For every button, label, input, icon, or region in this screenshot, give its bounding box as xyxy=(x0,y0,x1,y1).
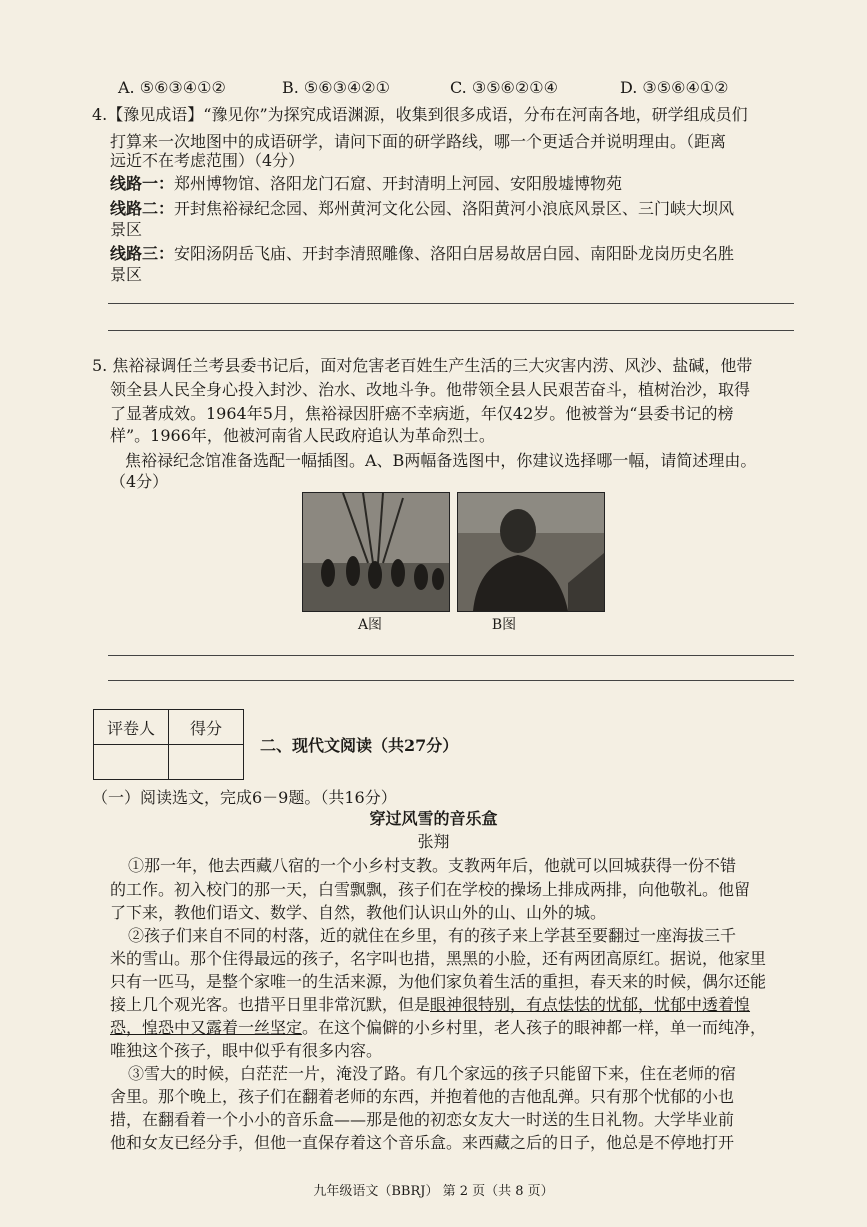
article-p3-line3: 措，在翻看着一个小小的音乐盒——那是他的初恋女友大一时送的生日礼物。大学毕业前 xyxy=(110,1110,735,1129)
p2-underlined-1: 眼神很特别，有点怯怯的忧郁，忧郁中透着惶 xyxy=(430,995,751,1014)
article-p2-line1: ②孩子们来自不同的村落，近的就住在乡里，有的孩子来上学甚至要翻过一座海拔三千 xyxy=(128,926,737,945)
q4-answer-line-2 xyxy=(108,330,794,331)
route2-label: 线路二： xyxy=(110,199,175,218)
q5-answer-line-2 xyxy=(108,680,794,681)
q3-option-d: D. ③⑤⑥④①② xyxy=(620,78,729,97)
reviewer-cell[interactable] xyxy=(94,745,169,780)
score-cell[interactable] xyxy=(169,745,244,780)
q5-answer-line-1 xyxy=(108,655,794,656)
q3-option-c: C. ③⑤⑥②①④ xyxy=(450,78,558,97)
route3-text: 安阳汤阴岳飞庙、开封李清照雕像、洛阳白居易故居白园、南阳卧龙岗历史名胜 xyxy=(174,244,735,263)
score-table xyxy=(93,709,244,780)
section2-title: 二、现代文阅读（共27分） xyxy=(260,736,459,755)
article-p3-line1: ③雪大的时候，白茫茫一片，淹没了路。有几个家远的孩子只能留下来，住在老师的宿 xyxy=(128,1064,737,1083)
q5-line1: 5. 焦裕禄调任兰考县委书记后，面对危害老百姓生产生活的三大灾害内涝、风沙、盐碱，他带 xyxy=(92,356,753,375)
caption-b: B图 xyxy=(491,617,517,633)
article-p1-line3: 了下来，教他们语文、数学、自然，教他们认识山外的山、山外的城。 xyxy=(110,903,607,922)
q4-stem-line1: 4.【豫见成语】“豫见你”为探究成语渊源，收集到很多成语，分布在河南各地，研学组成员们 xyxy=(92,105,748,124)
q5-line6: （4分） xyxy=(110,472,169,491)
article-p2-line3: 只有一匹马，是整个家唯一的生活来源，为他们家负着生活的重担，春天来的时候，偶尔还能 xyxy=(110,972,767,991)
p2-line5-plain: 。在这个偏僻的小乡村里，老人孩子的眼神都一样，单一而纯净， xyxy=(302,1018,767,1037)
article-author: 张翔 xyxy=(417,832,450,851)
subsection-heading: （一）阅读选文，完成6－9题。（共16分） xyxy=(92,788,397,807)
score-header: 得分 xyxy=(169,710,244,745)
route2-text: 开封焦裕禄纪念园、郑州黄河文化公园、洛阳黄河小浪底风景区、三门峡大坝风 xyxy=(174,199,735,218)
q3-option-b: B. ⑤⑥③④②① xyxy=(282,78,390,97)
caption-a: A图 xyxy=(357,617,383,633)
q5-line4: 样”。1966年，他被河南省人民政府追认为革命烈士。 xyxy=(110,426,495,445)
article-p3-line2: 舍里。那个晚上，孩子们在翻着老师的东西，并抱着他的吉他乱弹。只有那个忧郁的小也 xyxy=(110,1087,735,1106)
photo-b xyxy=(457,492,605,612)
route3-label: 线路三： xyxy=(110,244,175,263)
p2-line4-plain: 接上几个观光客。也措平日里非常沉默，但是 xyxy=(110,995,431,1014)
reviewer-header: 评卷人 xyxy=(94,710,169,745)
article-p2-line6: 唯独这个孩子，眼中似乎有很多内容。 xyxy=(110,1041,383,1060)
p2-underlined-2: 恐，惶恐中又露着一丝坚定 xyxy=(110,1018,303,1037)
photo-b-illustration xyxy=(458,493,604,611)
article-p2-line2: 米的雪山。那个住得最远的孩子，名字叫也措，黑黑的小脸，还有两团高原红。据说，他家里 xyxy=(110,949,767,968)
article-title: 穿过风雪的音乐盒 xyxy=(369,809,498,828)
article-p3-line4: 他和女友已经分手，但他一直保存着这个音乐盒。来西藏之后的日子，他总是不停地打开 xyxy=(110,1133,735,1152)
q5-line2: 领全县人民全身心投入封沙、治水、改地斗争。他带领全县人民艰苦奋斗，植树治沙，取得 xyxy=(110,380,751,399)
article-p1-line2: 的工作。初入校门的那一天，白雪飘飘，孩子们在学校的操场上排成两排，向他敬礼。他留 xyxy=(110,880,751,899)
route1-label: 线路一： xyxy=(110,174,175,193)
q4-route1 xyxy=(110,170,797,198)
q4-stem-line2: 打算来一次地图中的成语研学，请问下面的研学路线，哪一个更适合并说明理由。（距离 xyxy=(110,132,727,151)
q3-option-a: A. ⑤⑥③④①② xyxy=(118,78,226,97)
page-footer: 九年级语文（BBRJ） 第 2 页（共 8 页） xyxy=(313,1184,554,1199)
q4-stem-line3: 远近不在考虑范围）（4分） xyxy=(110,151,305,170)
q5-line5: 焦裕禄纪念馆准备选配一幅插图。A、B两幅备选图中，你建议选择哪一幅，请简述理由。 xyxy=(125,451,757,470)
q4-route3-cont: 景区 xyxy=(110,265,143,284)
photo-a xyxy=(302,492,450,612)
photo-a-illustration xyxy=(303,493,449,611)
article-p1-line1: ①那一年，他去西藏八宿的一个小乡村支教。支教两年后，他就可以回城获得一份不错 xyxy=(128,856,737,875)
q5-line3: 了显著成效。1964年5月，焦裕禄因肝癌不幸病逝，年仅42岁。他被誉为“县委书记的榜 xyxy=(110,404,734,423)
q4-route2-cont: 景区 xyxy=(110,220,143,239)
route1-text: 郑州博物馆、洛阳龙门石窟、开封清明上河园、安阳殷墟博物苑 xyxy=(174,174,623,193)
q4-answer-line-1 xyxy=(108,303,794,304)
